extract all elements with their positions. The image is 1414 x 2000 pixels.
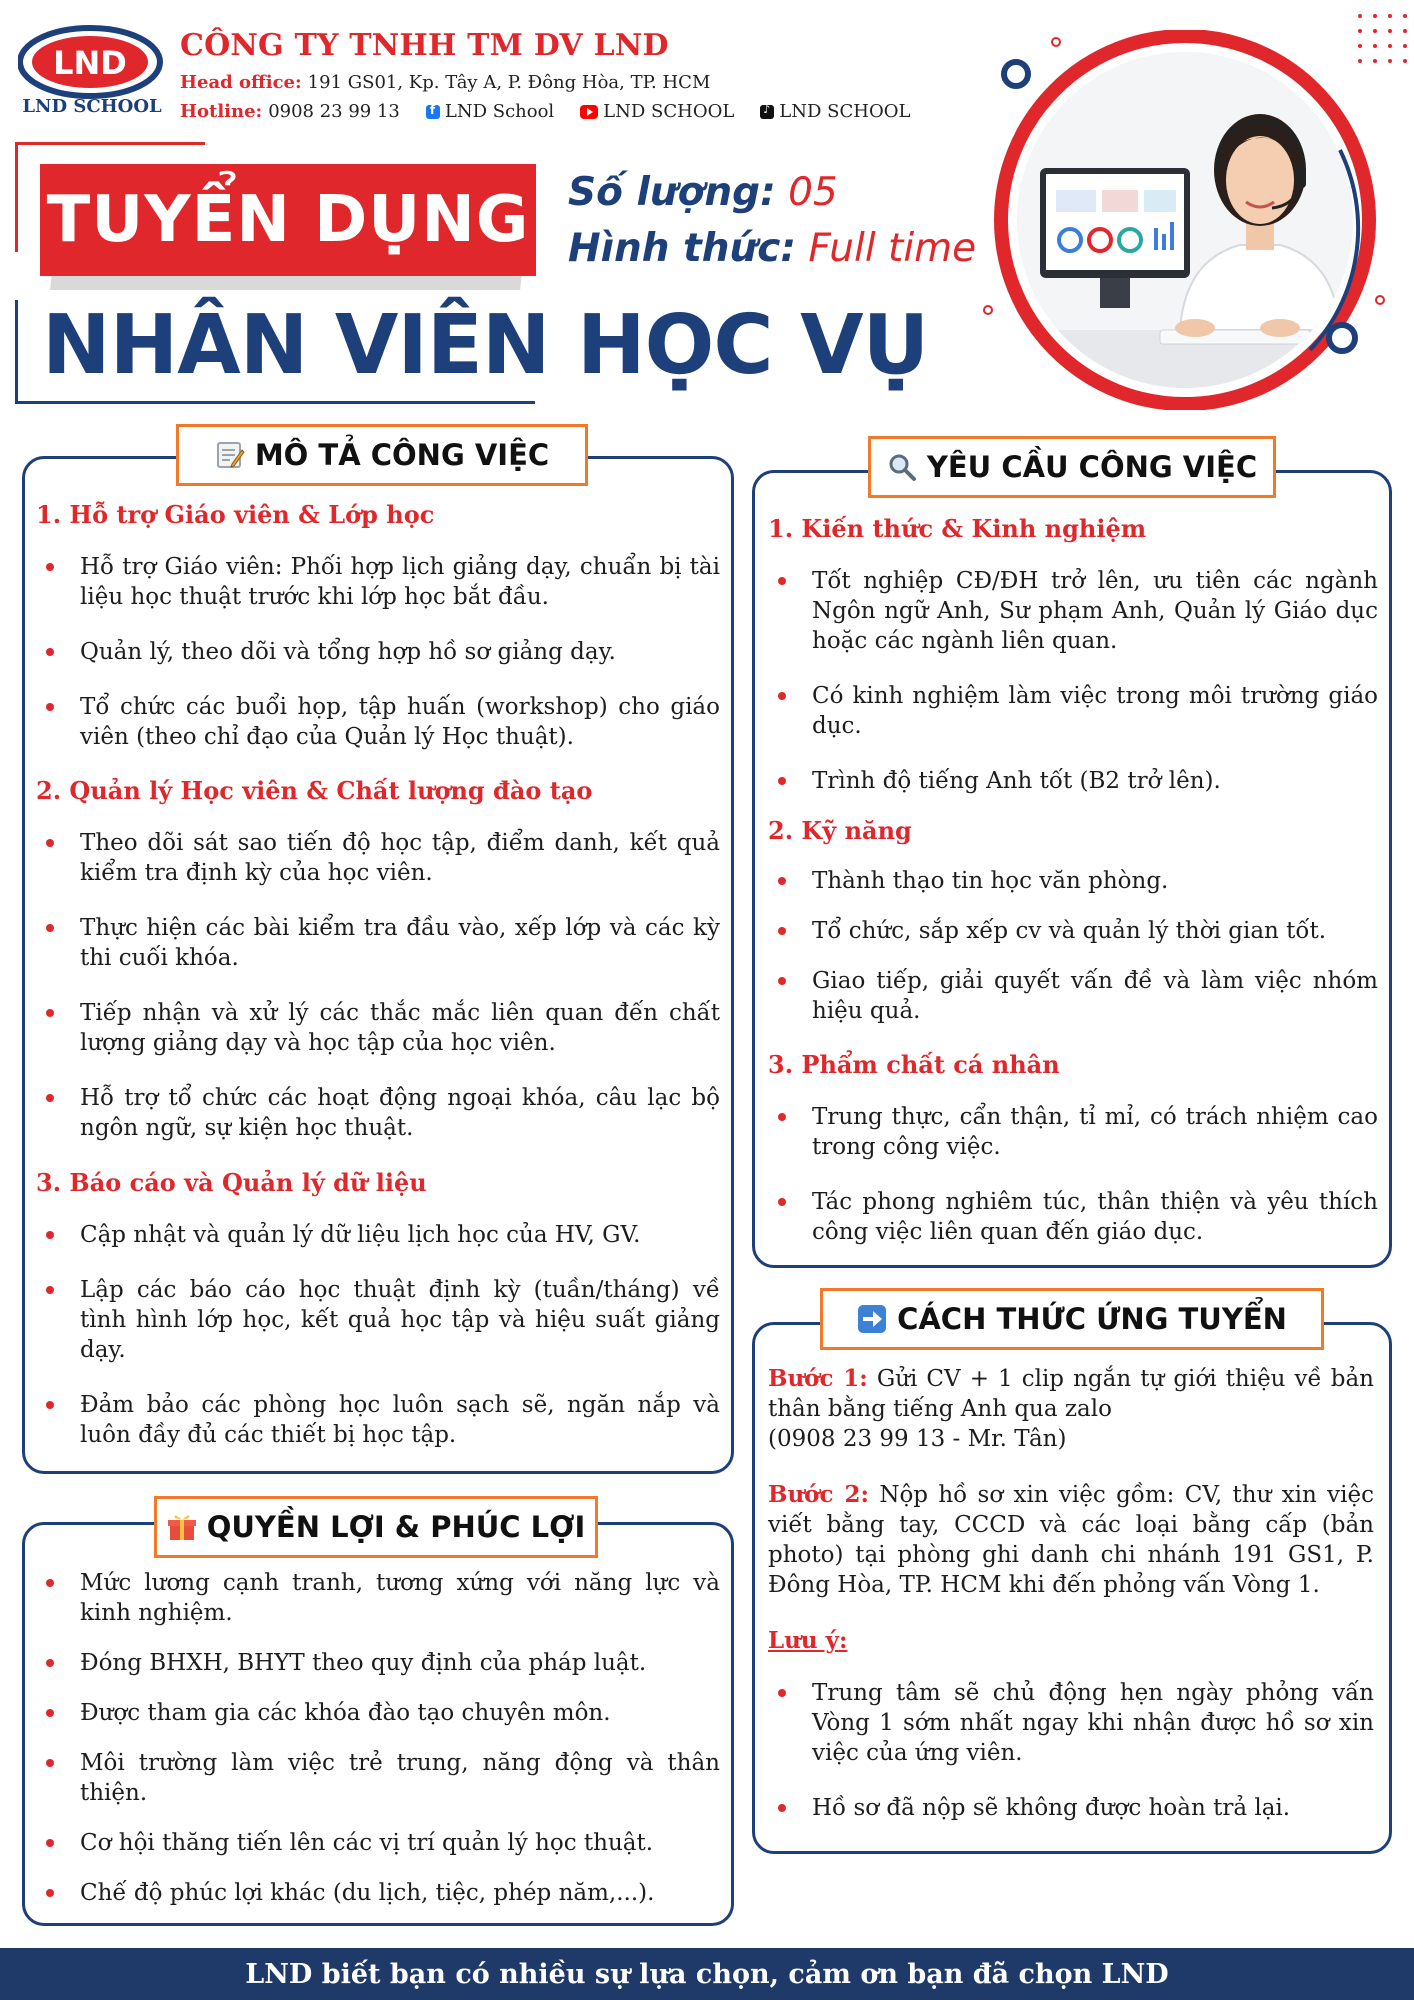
apply-step-2 [768, 1480, 1374, 1600]
list-item: Tổ chức, sắp xếp cv và quản lý thời gian tốt. [768, 916, 1378, 946]
job-description-title [176, 424, 588, 486]
section-heading: 3. Phẩm chất cá nhân [768, 1050, 1060, 1079]
type-value: Full time [808, 226, 977, 271]
list-item: Tốt nghiệp CĐ/ĐH trở lên, ưu tiên các ngành Ngôn ngữ Anh, Sư phạm Anh, Quản lý Giáo dục hoặc các ngành liên quan. [768, 566, 1378, 656]
list-item: Được tham gia các khóa đào tạo chuyên môn. [36, 1698, 720, 1728]
recruitment-banner [40, 164, 536, 276]
section-heading: 1. Hỗ trợ Giáo viên & Lớp học [36, 500, 435, 529]
benefits-list [36, 1568, 720, 1928]
hero-frame-line [15, 142, 18, 252]
step-text: Nộp hồ sơ xin việc gồm: CV, thư xin việc viết bằng tay, CCCD và các loại bằng cấp (bản photo) tại phòng ghi danh chi nhánh 191 GS1, P. Đông Hòa, TP. HCM khi đến phỏng vấn Vòng 1. [768, 1482, 1375, 1598]
list-item: Tổ chức các buổi họp, tập huấn (workshop) cho giáo viên (theo chỉ đạo của Quản lý Học thuật). [36, 692, 720, 752]
benefits-title [154, 1496, 598, 1558]
footer-text: LND biết bạn có nhiều sự lựa chọn, cảm ơn bạn đã chọn LND [245, 1958, 1169, 1990]
list-item: Quản lý, theo dõi và tổng hợp hồ sơ giảng dạy. [36, 637, 720, 667]
head-office [180, 72, 710, 93]
section-heading: 3. Báo cáo và Quản lý dữ liệu [36, 1168, 427, 1197]
arrow-right-icon [857, 1304, 887, 1334]
notes-list [768, 1678, 1374, 1848]
note-label-text: Lưu ý: [768, 1627, 848, 1654]
apply-title [820, 1288, 1324, 1350]
list-item: Lập các báo cáo học thuật định kỳ (tuần/tháng) về tình hình lớp học, kết quả học tập và hiệu suất giảng dạy. [36, 1275, 720, 1365]
social-youtube[interactable] [580, 101, 734, 122]
list-item: Thành thạo tin học văn phòng. [768, 866, 1378, 896]
list-item: Tiếp nhận và xử lý các thắc mắc liên quan đến chất lượng giảng dạy và học tập của học viên. [36, 998, 720, 1058]
list-item: Giao tiếp, giải quyết vấn đề và làm việc nhóm hiệu quả. [768, 966, 1378, 1026]
employment-type [568, 226, 976, 271]
list-item: Tác phong nghiêm túc, thân thiện và yêu thích công việc liên quan đến giáo dục. [768, 1187, 1378, 1247]
type-label: Hình thức: [568, 226, 797, 271]
gift-icon [167, 1512, 197, 1542]
quantity-value: 05 [788, 170, 838, 215]
magnifier-icon [887, 452, 917, 482]
list-item: Hồ sơ đã nộp sẽ không được hoàn trả lại. [768, 1793, 1374, 1823]
section-list [36, 828, 720, 1168]
section-list [36, 552, 720, 777]
section-heading: 2. Quản lý Học viên & Chất lượng đào tạo [36, 776, 593, 805]
note-label [768, 1626, 847, 1656]
social-label: LND School [444, 101, 555, 122]
head-office-value: 191 GS01, Kp. Tây A, P. Đông Hòa, TP. HCM [307, 72, 711, 93]
step-label: Bước 1: [768, 1365, 868, 1392]
list-item: Theo dõi sát sao tiến độ học tập, điểm danh, kết quả kiểm tra định kỳ của học viên. [36, 828, 720, 888]
list-item: Hỗ trợ tổ chức các hoạt động ngoại khóa, câu lạc bộ ngôn ngữ, sự kiện học thuật. [36, 1083, 720, 1143]
panel-title-text: QUYỀN LỢI & PHÚC LỢI [206, 1510, 586, 1544]
list-item: Đóng BHXH, BHYT theo quy định của pháp luật. [36, 1648, 720, 1678]
section-heading: 2. Kỹ năng [768, 816, 912, 845]
youtube-icon [580, 105, 598, 119]
social-label: LND SCHOOL [603, 101, 735, 122]
facebook-icon [426, 105, 440, 119]
social-tiktok[interactable] [760, 101, 910, 122]
company-name: CÔNG TY TNHH TM DV LND [180, 28, 669, 63]
social-facebook[interactable] [426, 101, 554, 122]
list-item: Trình độ tiếng Anh tốt (B2 trở lên). [768, 766, 1378, 796]
section-heading: 1. Kiến thức & Kinh nghiệm [768, 514, 1147, 543]
banner-text: TUYỂN DỤNG [46, 183, 530, 257]
hotline-value: 0908 23 99 13 [268, 101, 400, 122]
head-office-label: Head office: [180, 72, 302, 93]
list-item: Mức lương cạnh tranh, tương xứng với năng lực và kinh nghiệm. [36, 1568, 720, 1628]
quantity-label: Số lượng: [568, 170, 776, 215]
hero-frame-line [15, 142, 205, 145]
panel-title-text: YÊU CẦU CÔNG VIỆC [926, 450, 1258, 484]
position-frame-line [15, 300, 18, 404]
panel-title-text: CÁCH THỨC ỨNG TUYỂN [897, 1302, 1287, 1336]
apply-step-1 [768, 1364, 1374, 1454]
hotline-label: Hotline: [180, 101, 263, 122]
section-list [768, 866, 1378, 1046]
list-item: Cập nhật và quản lý dữ liệu lịch học của HV, GV. [36, 1220, 720, 1250]
quantity [568, 170, 838, 215]
panel-title-text: MÔ TẢ CÔNG VIỆC [254, 438, 550, 472]
step-contact: (0908 23 99 13 - Mr. Tân) [768, 1426, 1067, 1452]
position-frame-line [15, 401, 535, 404]
list-item: Cơ hội thăng tiến lên các vị trí quản lý học thuật. [36, 1828, 720, 1858]
list-item: Thực hiện các bài kiểm tra đầu vào, xếp lớp và các kỳ thi cuối khóa. [36, 913, 720, 973]
list-item: Trung thực, cẩn thận, tỉ mỉ, có trách nhiệm cao trong công việc. [768, 1102, 1378, 1162]
list-item: Đảm bảo các phòng học luôn sạch sẽ, ngăn nắp và luôn đầy đủ các thiết bị học tập. [36, 1390, 720, 1450]
list-item: Hỗ trợ Giáo viên: Phối hợp lịch giảng dạy, chuẩn bị tài liệu học thuật trước khi lớp học bắt đầu. [36, 552, 720, 612]
section-list [768, 566, 1378, 821]
requirements-title [868, 436, 1276, 498]
social-label: LND SCHOOL [779, 101, 911, 122]
step-text: Gửi CV + 1 clip ngắn tự giới thiệu về bản thân bằng tiếng Anh qua zalo [768, 1366, 1374, 1422]
logo-label: LND SCHOOL [22, 96, 162, 117]
position-title: NHÂN VIÊN HỌC VỤ [42, 298, 929, 393]
list-item: Chế độ phúc lợi khác (du lịch, tiệc, phép năm,...). [36, 1878, 720, 1908]
svg-text:LND: LND [53, 44, 127, 82]
list-item: Có kinh nghiệm làm việc trong môi trường giáo dục. [768, 681, 1378, 741]
contact-row [180, 101, 910, 122]
footer-bar [0, 1948, 1414, 2000]
memo-icon [215, 440, 245, 470]
list-item: Trung tâm sẽ chủ động hẹn ngày phỏng vấn Vòng 1 sớm nhất ngay khi nhận được hồ sơ xin việc của ứng viên. [768, 1678, 1374, 1768]
staff-photo [980, 30, 1390, 410]
step-label: Bước 2: [768, 1481, 870, 1508]
tiktok-icon [760, 105, 774, 119]
section-list [768, 1102, 1378, 1272]
section-list [36, 1220, 720, 1475]
list-item: Môi trường làm việc trẻ trung, năng động và thân thiện. [36, 1748, 720, 1808]
